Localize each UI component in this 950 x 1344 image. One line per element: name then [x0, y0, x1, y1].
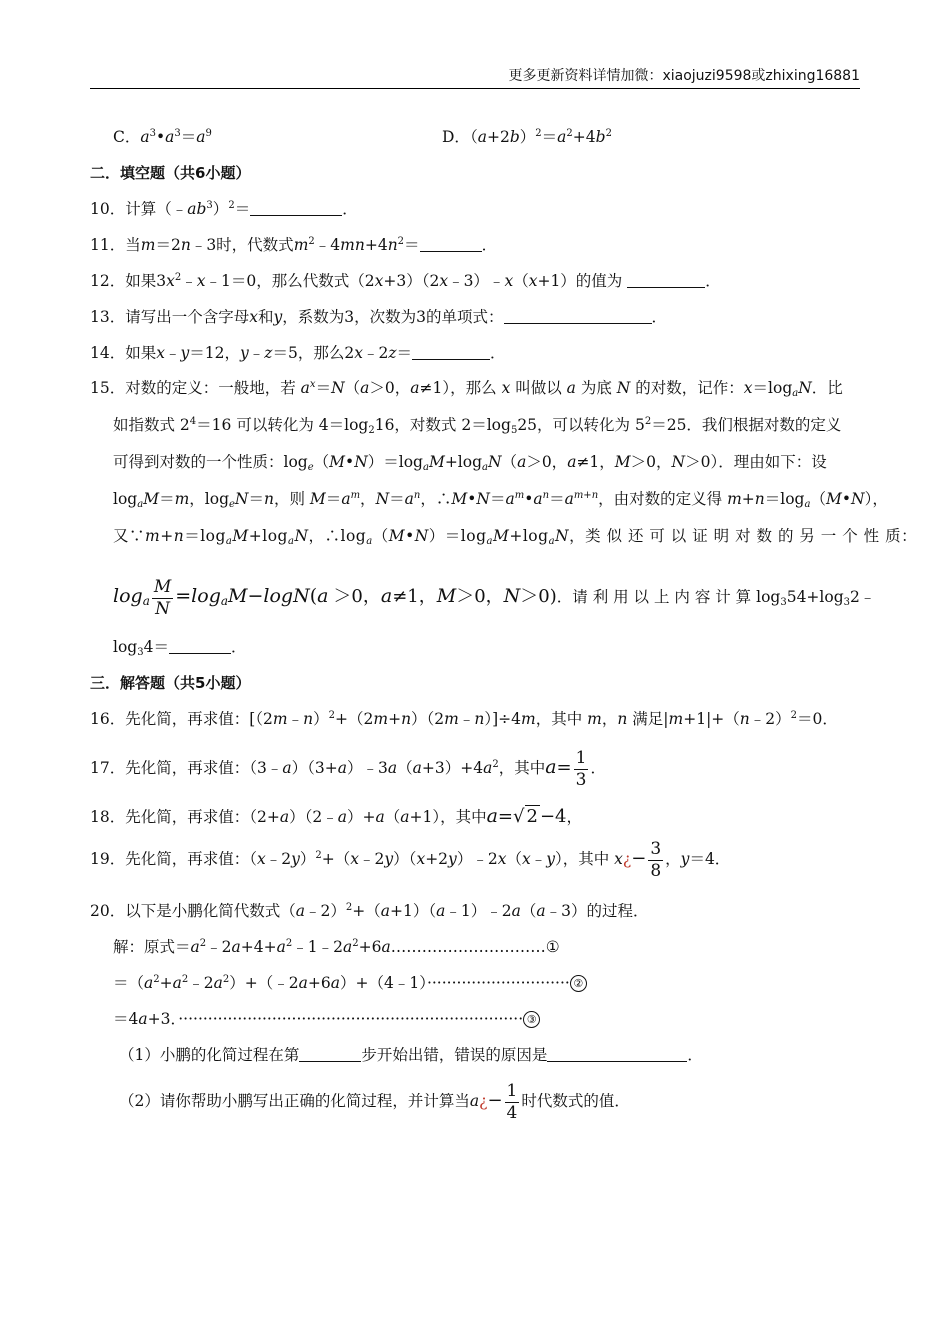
question-15-line-2: 如指数式 $2^4=16$ 可以转化为 $4=\log_216$，对数式 $2=\log_525$，可以转化为 $5^2=25$．我们根据对数的定义	[113, 416, 842, 436]
sqrt-two: √ 2	[513, 806, 538, 827]
fraction-one-third: $\frac{1}{3}$	[575, 747, 587, 790]
answer-blank[interactable]	[299, 1045, 361, 1062]
fraction-m-over-n: $\frac{M}{N}$	[153, 576, 172, 619]
option-c: C．$a^3•a^3=a^9$	[113, 128, 212, 146]
step-marker-1: ①	[545, 938, 560, 956]
question-15-line-5: 又$\because m+n=\log_aM+\log_aN$，$\therefore\log_a(M•N)=\log_aM+\log_aN$，类 似 还 可 以 证 明 对 数 的 另 一 个 性 质：	[113, 527, 918, 547]
page-header	[90, 66, 860, 89]
section-title-solve: 三．解答题（共5小题）	[90, 674, 251, 692]
question-16: 16．先化简，再求值：[（2m﹣n）$^2$+（2m+n）（2m﹣n）]÷4m，其中 m，n 满足|m+1|+（n﹣2）$^2$＝0．	[90, 710, 838, 728]
fraction-three-eighths: $\frac{3}{8}$	[650, 838, 662, 881]
answer-blank[interactable]	[547, 1045, 687, 1062]
question-15-line-6: $\log_34=$ ．	[113, 638, 247, 658]
question-14: 14．如果x﹣y＝12，y﹣z＝5，那么2x﹣2z＝ ．	[90, 344, 506, 362]
question-20-part-2: （2）请你帮助小鹏写出正确的化简过程，并计算当a¿− $\frac{1}{4}$ 时代数式的值．	[119, 1080, 630, 1123]
question-20-part-1: （1）小鹏的化简过程在第 步开始出错，错误的原因是 ．	[119, 1046, 703, 1064]
question-15-line-3: 可得到对数的一个性质：$\log_e(M•N)=\log_aM+\log_aN(a>0$，a≠1，M＞0，N＞0）．理由如下：设	[113, 453, 827, 473]
question-15-formula: $\log_a$ $\frac{M}{N}$ $=\log_aM-\log N(a >0$，a≠1，M＞0，N＞0)．请 利 用 以 上 内 容 计 算 $\log_354+\log_32﹣$	[113, 576, 876, 619]
answer-blank[interactable]	[412, 343, 490, 360]
step-marker-2: ②	[570, 975, 587, 992]
question-20-step-3: ＝4a+3．······································································ ③	[113, 1008, 540, 1030]
question-13: 13．请写出一个含字母x和y，系数为3，次数为3的单项式： ．	[90, 308, 668, 326]
section-title-fill-blank: 二．填空题（共6小题）	[90, 164, 251, 182]
question-10: 10．计算$(﹣ab^3)^2=$ ．	[90, 200, 358, 218]
question-20-step-2: $=(a^2+a^2﹣2a^2)+(﹣2a+6a)+(4﹣1)\cdot\cdot\cdot\cdot\cdot\cdot\cdot\cdot\cdot\cdot\cdot\cdot\cdot\cdot\cdot\cdot\cdot\cdot\cdot\cdot\cdot\cdot\cdot\cdot\cdot\cdot\cdot\cdot\cdot$ ②	[113, 972, 587, 994]
question-11: 11．当m＝2n﹣3时，代数式$m^2﹣4mn+4n^2=$ ．	[90, 236, 498, 254]
question-20-step-1: 解：原式$=a^2﹣2a+4+a^2﹣1﹣2a^2+6a\dots\dots\dots\dots\dots\dots\dots\dots\dots\dots ①$	[113, 938, 560, 956]
answer-blank[interactable]	[169, 637, 231, 654]
question-12: 12．如果$3x^2﹣x﹣1=0$，那么代数式（2x+3）（2x﹣3）﹣x（x+1）的值为 ．	[90, 272, 721, 290]
header-text: 更多更新资料详情加微：xiaojuzi9598或zhixing16881	[508, 68, 860, 84]
question-17: 17．先化简，再求值：$(3﹣a)(3+a)﹣3a(a+3)+4a^2$，其中a= $\frac{1}{3}$ ．	[90, 747, 606, 790]
question-15-line-1: 15．对数的定义：一般地，若 $a^x=N(a>0$，a≠1），那么 x 叫做以 a 为底 N 的对数，记作：$x=\log_aN$．比	[90, 379, 843, 399]
fraction-one-quarter: $\frac{1}{4}$	[506, 1080, 518, 1123]
answer-blank[interactable]	[250, 199, 342, 216]
question-20-intro: 20．以下是小鹏化简代数式（a﹣2）$^2$+（a+1）（a﹣1）﹣2a（a﹣3）的过程．	[90, 902, 649, 920]
answer-blank[interactable]	[420, 235, 482, 252]
step-marker-3: ③	[523, 1011, 540, 1028]
question-19: 19．先化简，再求值：（x﹣2y）$^2$+（x﹣2y）（x+2y）﹣2x（x﹣y），其中 x¿− $\frac{3}{8}$ ，y＝4．	[90, 838, 731, 881]
answer-blank[interactable]	[627, 271, 705, 288]
option-d: D．$(a+2b)^2=a^2+4b^2$	[442, 128, 612, 146]
answer-blank[interactable]	[504, 307, 652, 324]
question-18: 18．先化简，再求值：（2+a）（2﹣a）+a（a+1），其中a=√ 2 −4，	[90, 802, 582, 831]
question-15-line-4: $\log_aM=m$，$\log_eN=n$，则 $M=a^m$，$N=a^n$，$\therefore M•N=a^m•a^n=a^{m+n}$，由对数的定义得 $m+n=\log_a(M•N)$，	[113, 490, 888, 510]
